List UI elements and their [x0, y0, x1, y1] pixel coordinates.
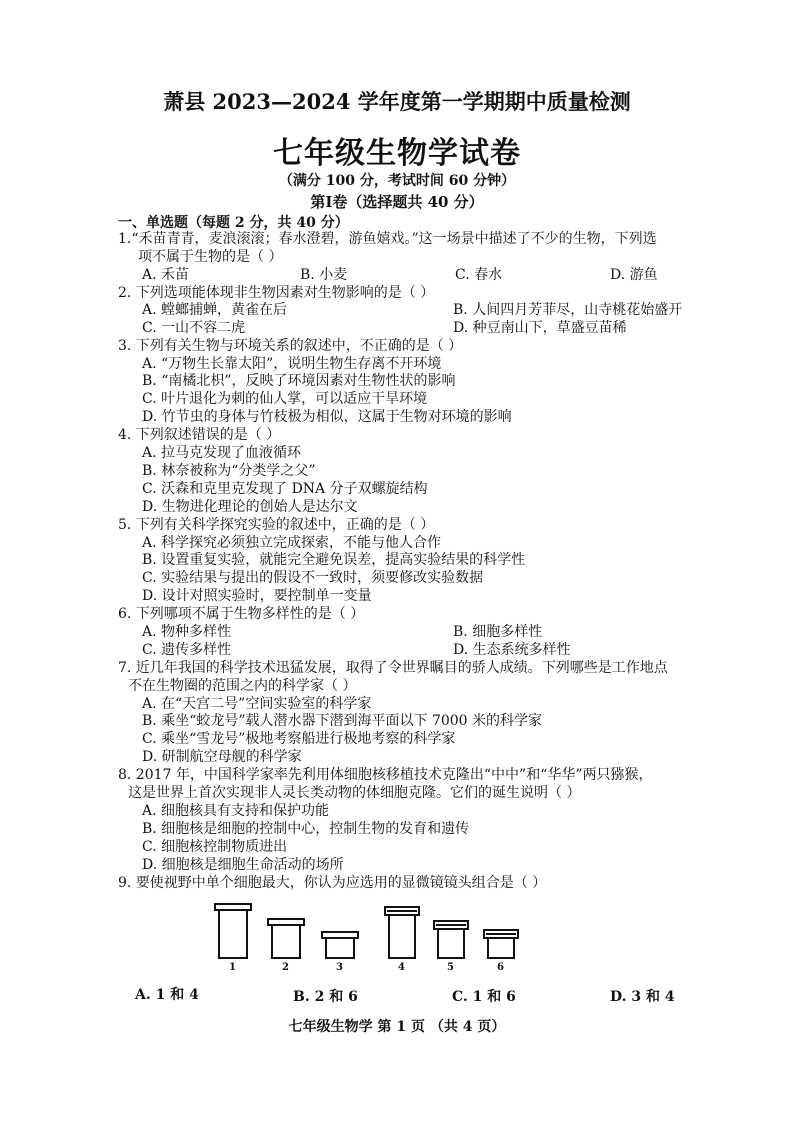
exam-title: 萧县 2023—2024 学年度第一学期期中质量检测	[163, 89, 631, 114]
question-stem: 8. 2017 年，中国科学家率先利用体细胞核移植技术克隆出“中中”和“华华”两只猕猴，	[118, 767, 653, 783]
option-c[interactable]: C. 1 和 6	[452, 989, 516, 1005]
option-a[interactable]: A. 细胞核具有支持和保护功能	[142, 803, 330, 819]
question-stem: 1.“禾苗青青，麦浪滚滚；春水澄碧，游鱼嬉戏。”这一场景中描述了不少的生物，下列选	[118, 231, 657, 247]
option-d[interactable]: D. 研制航空母舰的科学家	[142, 749, 302, 765]
option-c[interactable]: C. 遗传多样性	[142, 642, 232, 658]
question-stem: 4. 下列叙述错误的是（ ）	[118, 427, 281, 443]
lens-label: 4	[398, 962, 405, 973]
option-a[interactable]: A. “万物生长靠太阳”，说明生物生存离不开环境	[142, 356, 442, 372]
option-b[interactable]: B. 小麦	[300, 267, 348, 283]
option-d[interactable]: D. 竹节虫的身体与竹枝极为相似，这属于生物对环境的影响	[142, 409, 512, 425]
question-stem: 2. 下列选项能体现非生物因素对生物影响的是（ ）	[118, 285, 435, 301]
question-stem: 9. 要使视野中单个细胞最大，你认为应选用的显微镜镜头组合是（ ）	[118, 875, 547, 891]
option-a[interactable]: A. 拉马克发现了血液循环	[142, 445, 302, 461]
lens-1	[215, 904, 251, 958]
subject-title: 七年级生物学试卷	[273, 136, 521, 171]
lens-label: 1	[229, 962, 236, 973]
option-a[interactable]: A. 螳螂捕蝉，黄雀在后	[142, 302, 288, 318]
option-b[interactable]: B. 设置重复实验，就能完全避免误差，提高实验结果的科学性	[142, 552, 526, 568]
question-stem: 3. 下列有关生物与环境关系的叙述中，不正确的是（ ）	[118, 338, 463, 354]
question-stem: 这是世界上首次实现非人灵长类动物的体细胞克隆。它们的诞生说明（ ）	[128, 785, 581, 801]
option-d[interactable]: D. 设计对照实验时，要控制单一变量	[142, 588, 372, 604]
option-b[interactable]: B. 细胞核是细胞的控制中心，控制生物的发育和遗传	[142, 821, 470, 837]
lens-6	[484, 930, 518, 958]
option-b[interactable]: B. 乘坐“蛟龙号”载人潜水器下潜到海平面以下 7000 米的科学家	[142, 713, 543, 729]
volume-title: 第Ⅰ卷（选择题共 40 分）	[310, 193, 484, 211]
option-d[interactable]: D. 游鱼	[610, 267, 658, 283]
section-title: 一、单选题（每题 2 分，共 40 分）	[118, 215, 349, 231]
option-c[interactable]: C. 细胞核控制物质进出	[142, 839, 288, 855]
lens-label: 2	[282, 962, 289, 973]
lens-3	[322, 932, 358, 958]
option-b[interactable]: B. 2 和 6	[293, 989, 358, 1005]
option-c[interactable]: C. 乘坐“雪龙号”极地考察船进行极地考察的科学家	[142, 731, 456, 747]
option-a[interactable]: A. 1 和 4	[135, 987, 199, 1003]
question-stem: 不在生物圈的范围之内的科学家（ ）	[128, 678, 357, 694]
lens-4	[385, 907, 419, 958]
option-d[interactable]: D. 3 和 4	[610, 989, 675, 1005]
option-b[interactable]: B. 人间四月芳菲尽，山寺桃花始盛开	[453, 302, 683, 318]
option-c[interactable]: C. 叶片退化为刺的仙人掌，可以适应干旱环境	[142, 391, 428, 407]
lens-label: 3	[336, 962, 343, 973]
option-a[interactable]: A. 科学探究必须独立完成探索，不能与他人合作	[142, 535, 442, 551]
option-c[interactable]: C. 沃森和克里克发现了 DNA 分子双螺旋结构	[142, 481, 428, 497]
option-c[interactable]: C. 春水	[455, 267, 503, 283]
option-d[interactable]: D. 生物进化理论的创始人是达尔文	[142, 499, 358, 515]
question-stem: 7. 近几年我国的科学技术迅猛发展，取得了令世界瞩目的骄人成绩。下列哪些是工作地点	[118, 660, 668, 676]
option-b[interactable]: B. 细胞多样性	[453, 624, 543, 640]
question-stem: 项不属于生物的是（ ）	[138, 249, 283, 265]
option-c[interactable]: C. 实验结果与提出的假设不一致时，须要修改实验数据	[142, 570, 484, 586]
lens-label: 6	[497, 962, 504, 973]
lens-label: 5	[447, 962, 454, 973]
option-a[interactable]: A. 在“天宫二号”空间实验室的科学家	[142, 696, 372, 712]
option-d[interactable]: D. 种豆南山下，草盛豆苗稀	[453, 320, 627, 336]
option-d[interactable]: D. 细胞核是细胞生命活动的场所	[142, 857, 344, 873]
option-c[interactable]: C. 一山不容二虎	[142, 320, 246, 336]
page-footer: 七年级生物学 第 1 页 （共 4 页）	[288, 1019, 506, 1035]
question-stem: 5. 下列有关科学探究实验的叙述中，正确的是（ ）	[118, 517, 435, 533]
question-stem: 6. 下列哪项不属于生物多样性的是（ ）	[118, 606, 365, 622]
exam-info: （满分 100 分，考试时间 60 分钟）	[278, 173, 516, 189]
option-a[interactable]: A. 禾苗	[142, 267, 190, 283]
lens-2	[268, 919, 304, 958]
option-b[interactable]: B. “南橘北枳”，反映了环境因素对生物性状的影响	[142, 373, 456, 389]
option-b[interactable]: B. 林奈被称为“分类学之父”	[142, 463, 316, 479]
lens-5	[434, 921, 468, 958]
option-a[interactable]: A. 物种多样性	[142, 624, 232, 640]
option-d[interactable]: D. 生态系统多样性	[453, 642, 571, 658]
